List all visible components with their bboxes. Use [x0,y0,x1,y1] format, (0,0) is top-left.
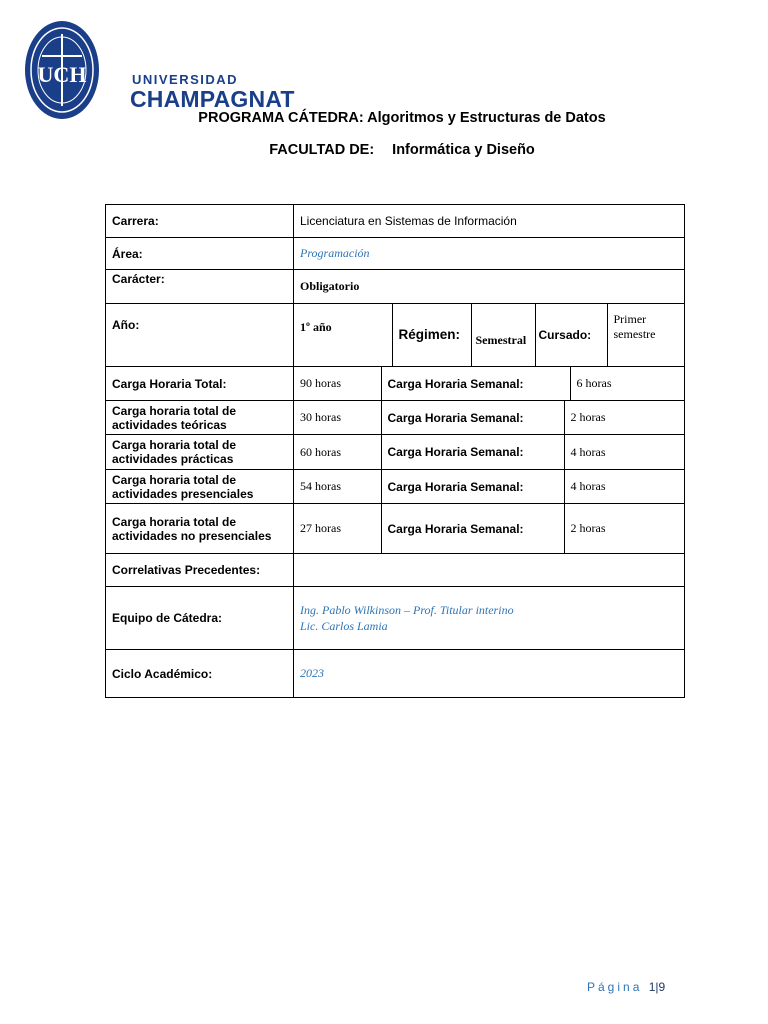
table-row-carga-presenciales [106,470,685,504]
table-row-carga-total [106,367,685,401]
correlativas-label: Correlativas Precedentes: [106,554,294,587]
equipo-member-1: Ing. Pablo Wilkinson – Prof. Titular interino [300,603,514,617]
carga-total-value: 54 horas [300,479,341,493]
total-pages: 9 [658,980,666,994]
equipo-label: Equipo de Cátedra: [106,587,294,650]
correlativas-value [294,554,685,587]
carga-semanal-value: 4 horas [564,435,684,469]
equipo-member-2: Lic. Carlos Lamia [300,619,388,633]
page-word: Página [587,980,643,994]
area-value: Programación [294,238,685,270]
caracter-label: Carácter: [106,270,294,304]
faculty-line [18,142,768,158]
cursado-label: Cursado: [535,304,607,366]
regimen-label: Régimen: [392,304,471,366]
table-row-anio [106,304,685,367]
carga-total-value: 60 horas [300,444,341,459]
logo-word-universidad: UNIVERSIDAD [132,72,239,87]
ciclo-value: 2023 [294,650,685,698]
seal-letters: UCH [37,62,87,87]
table-row-carga-practicas [106,435,685,470]
table-row-correlativas [106,554,685,587]
carga-label: Carga horaria total de actividades no presenciales [106,504,294,554]
page-title: PROGRAMA CÁTEDRA: Algoritmos y Estructuras de Datos [198,110,606,126]
carga-label: Carga Horaria Total: [106,367,294,401]
carrera-value: Licenciatura en Sistemas de Información [294,205,685,238]
carga-total-value: 27 horas [300,521,341,535]
table-row-carrera [106,205,685,238]
page-number: 1 [648,980,656,994]
carga-total-value: 30 horas [300,410,341,424]
table-row-carga-teoricas [106,401,685,435]
carga-label: Carga horaria total de actividades prácticas [106,435,294,470]
table-row-area [106,238,685,270]
area-label: Área: [106,238,294,270]
carga-semanal-label: Carga Horaria Semanal: [381,401,564,434]
regimen-value: Semestral [471,304,535,366]
cursado-value: Primer semestre [607,304,685,366]
carga-total-value: 90 horas [300,376,341,390]
page-footer: Página 1|9 [587,980,666,994]
carga-semanal-value: 2 horas [564,401,684,434]
carga-semanal-label: Carga Horaria Semanal: [381,504,564,553]
carrera-label: Carrera: [106,205,294,238]
carga-label: Carga horaria total de actividades teóricas [106,401,294,435]
table-row-caracter [106,270,685,304]
carga-semanal-label: Carga Horaria Semanal: [381,367,570,400]
table-row-equipo [106,587,685,650]
course-info-table [105,204,685,698]
carga-semanal-value: 6 horas [570,367,684,400]
logo-word-champagnat: CHAMPAGNAT [130,86,295,112]
faculty-value: Informática y Diseño [392,142,535,158]
caracter-value: Obligatorio [294,270,685,304]
table-row-carga-no-presenciales [106,504,685,554]
university-logo [24,20,295,124]
anio-label: Año: [106,304,294,367]
university-seal-icon [24,20,100,120]
ciclo-label: Ciclo Académico: [106,650,294,698]
faculty-label: FACULTAD DE: [269,142,375,158]
carga-semanal-value: 4 horas [564,470,684,503]
carga-semanal-label: Carga Horaria Semanal: [381,470,564,503]
carga-semanal-value: 2 horas [564,504,684,553]
anio-value: 1º año [300,320,332,334]
table-row-ciclo [106,650,685,698]
carga-semanal-label: Carga Horaria Semanal: [381,435,564,469]
carga-label: Carga horaria total de actividades presenciales [106,470,294,504]
